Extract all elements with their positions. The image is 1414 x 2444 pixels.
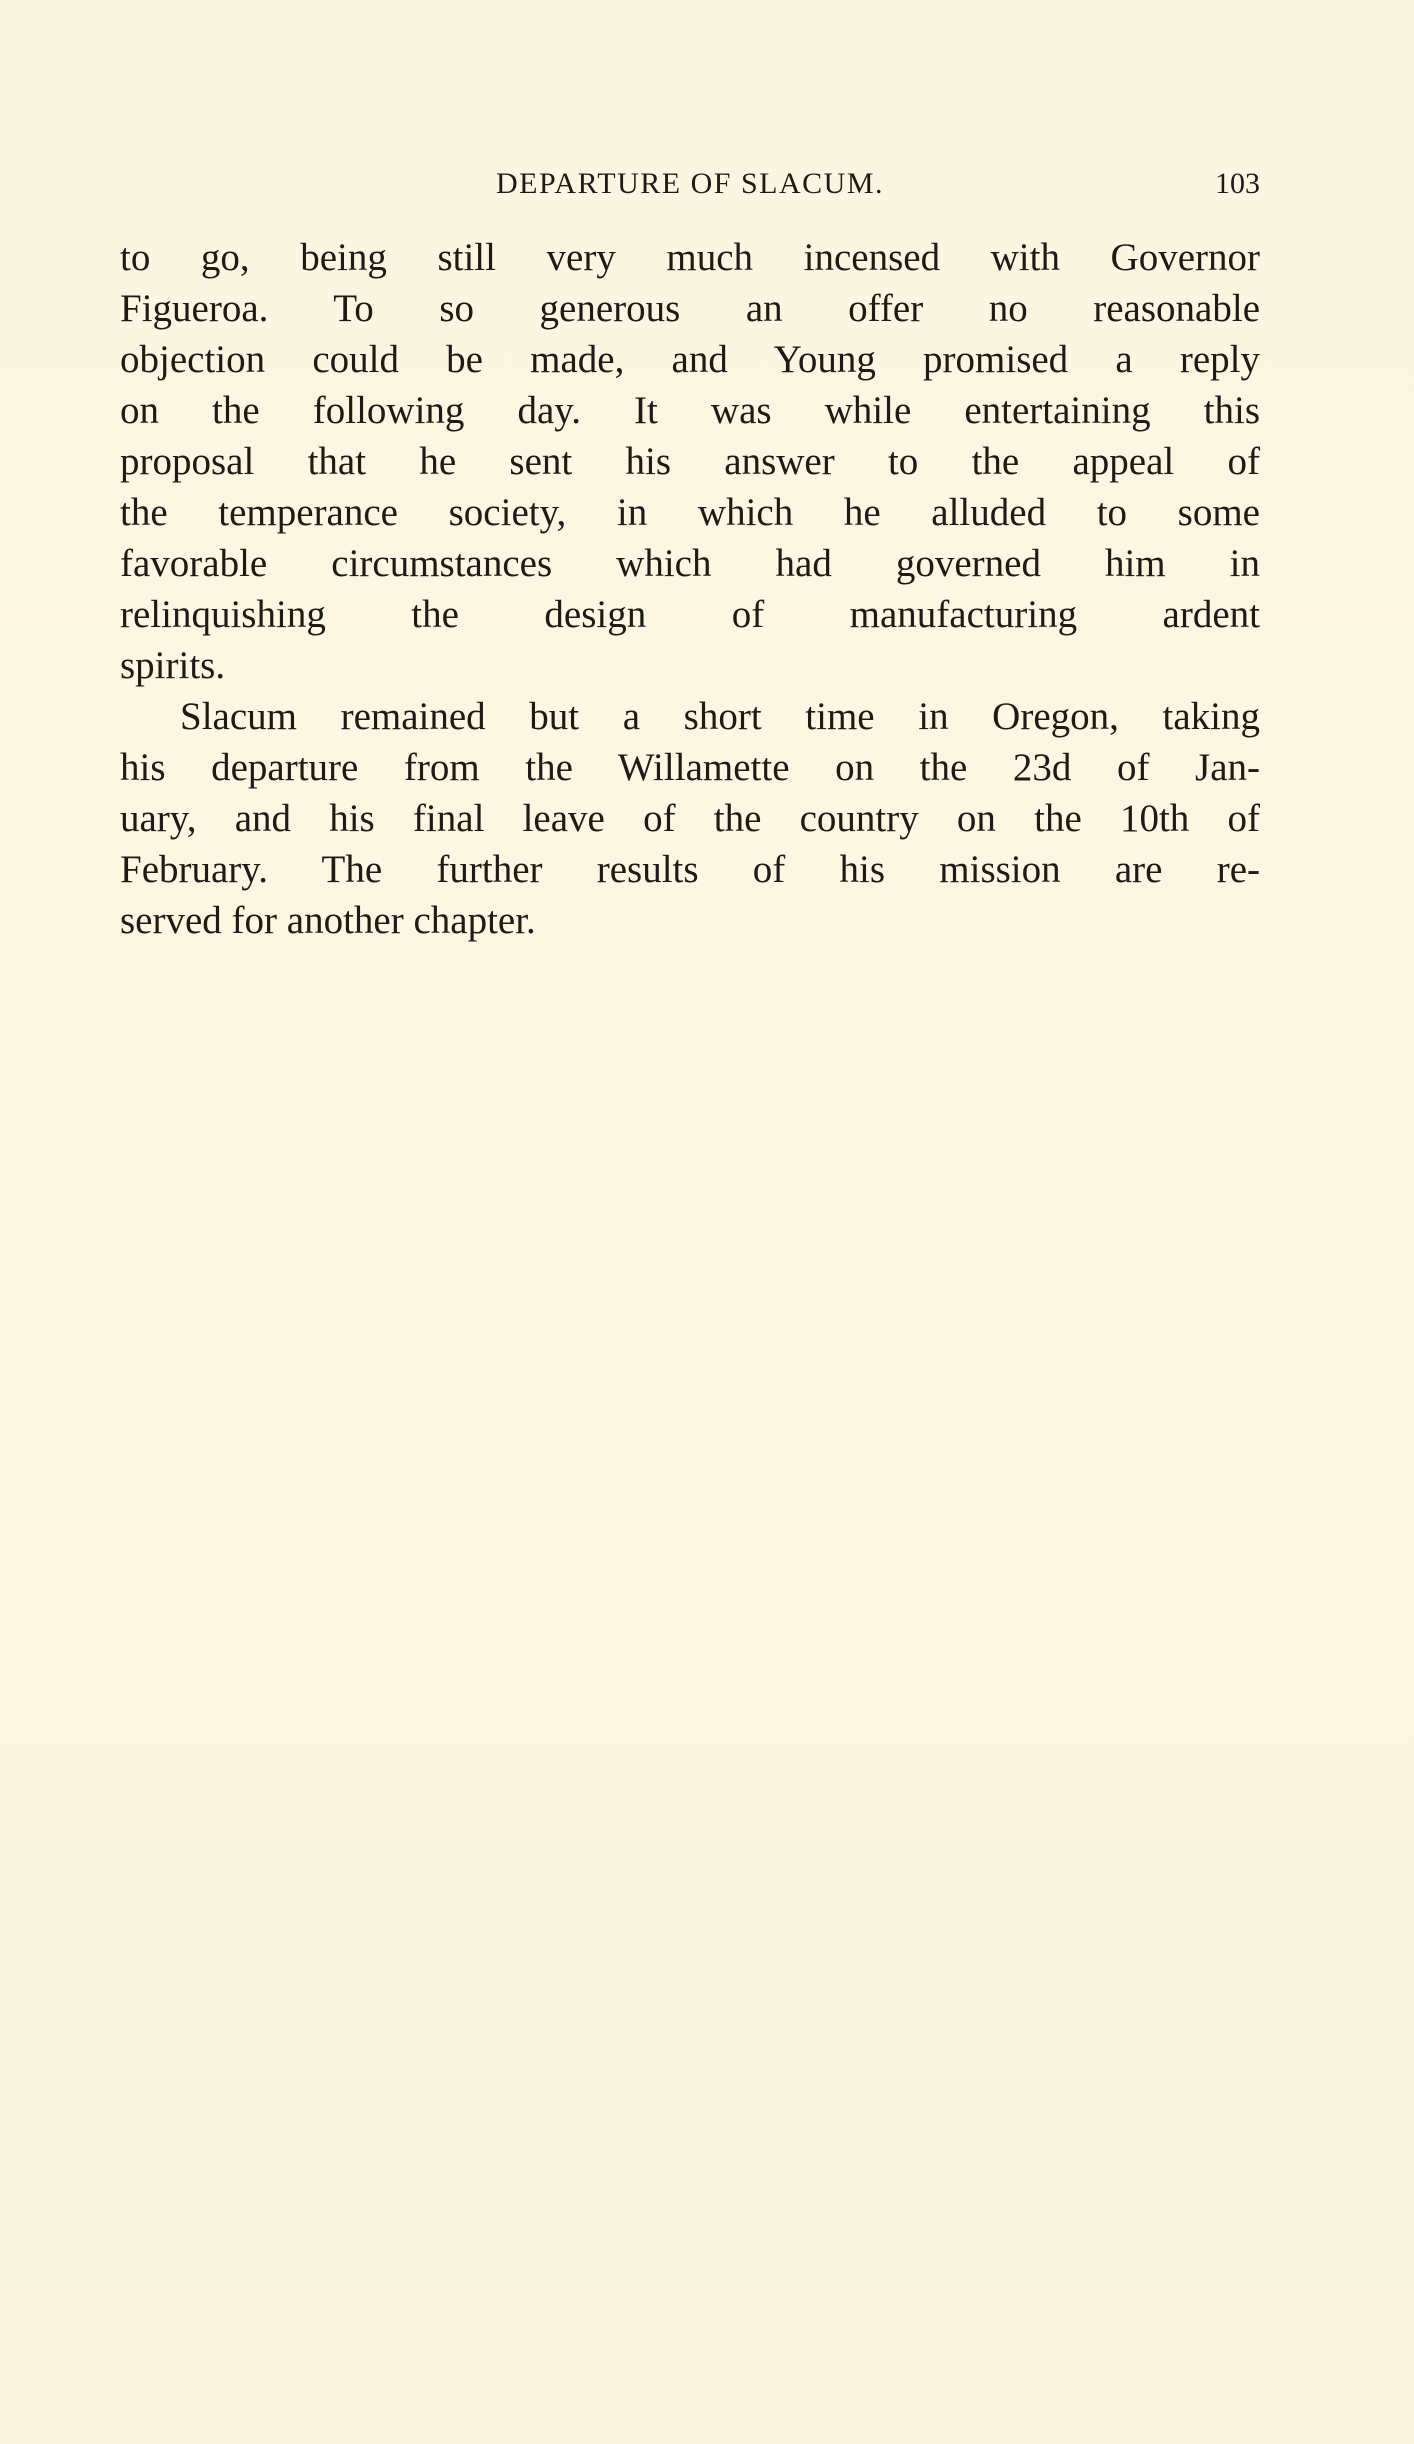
text-line: to go, being still very much incensed with Governor [120, 236, 1260, 279]
text-line: objection could be made, and Young promised a reply [120, 338, 1260, 381]
text-line: served for another chapter. [120, 899, 536, 942]
text-line: on the following day. It was while entertaining this [120, 389, 1260, 432]
text-line: the temperance society, in which he alluded to some [120, 491, 1260, 534]
page-number: 103 [1215, 167, 1260, 200]
running-head [120, 162, 1260, 206]
text-line: his departure from the Willamette on the 23d of Jan- [120, 746, 1260, 789]
text-line: relinquishing the design of manufacturing ardent [120, 593, 1260, 636]
running-title: DEPARTURE OF SLACUM. [496, 167, 884, 200]
text-line: February. The further results of his mission are re- [120, 848, 1260, 891]
paragraph [120, 232, 1260, 691]
text-line: proposal that he sent his answer to the appeal of [120, 440, 1260, 483]
text-line: spirits. [120, 644, 226, 687]
text-line: Figueroa. To so generous an offer no reasonable [120, 287, 1260, 330]
text-line: Slacum remained but a short time in Oregon, taking [180, 695, 1260, 738]
paragraph [120, 691, 1260, 946]
text-line: uary, and his final leave of the country on the 10th of [120, 797, 1260, 840]
text-line: favorable circumstances which had governed him in [120, 542, 1260, 585]
body-text [120, 232, 1260, 946]
